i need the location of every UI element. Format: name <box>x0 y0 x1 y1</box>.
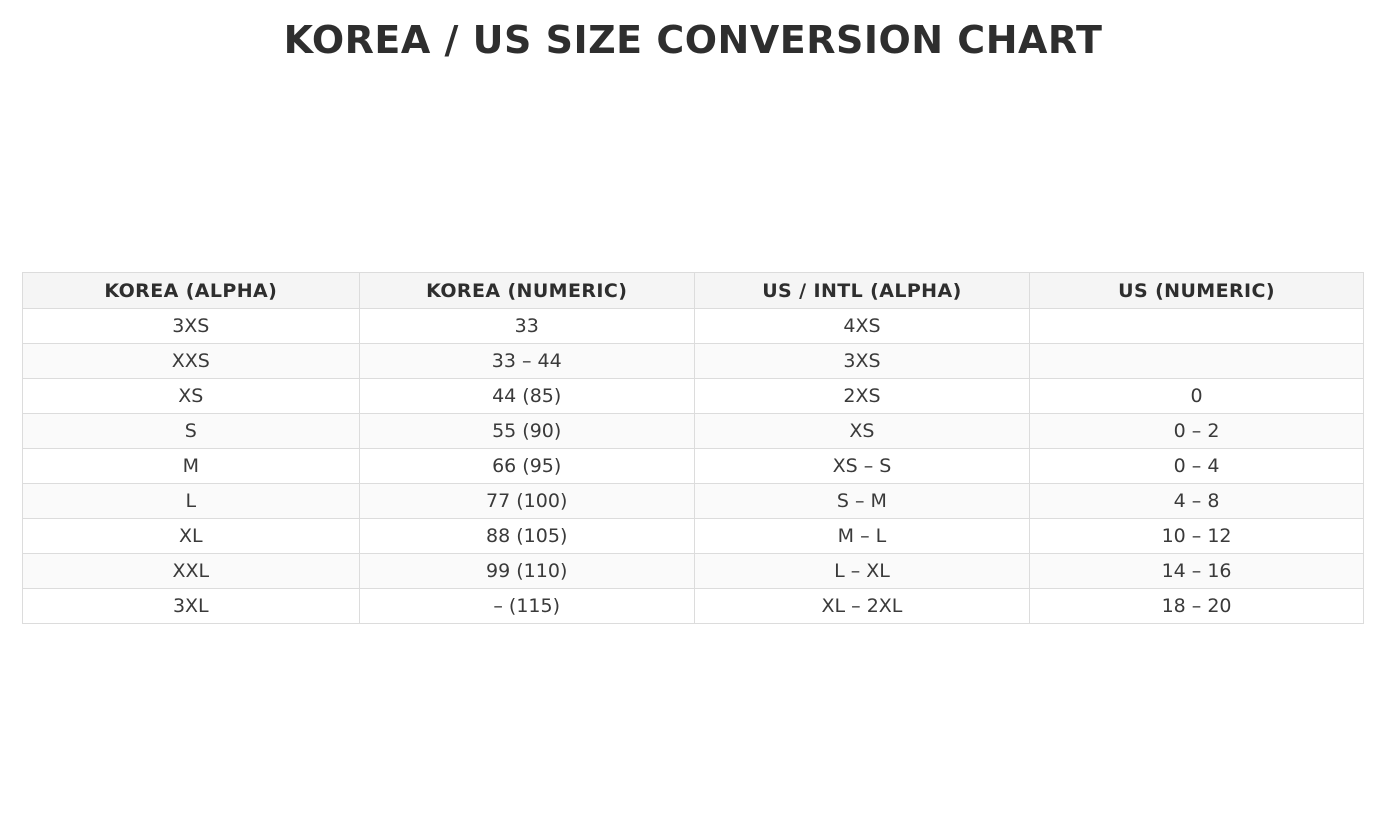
cell-korea-numeric: 66 (95) <box>359 449 694 484</box>
size-conversion-table <box>22 272 1364 624</box>
table-row <box>23 519 1364 554</box>
cell-us-intl-alpha: XS <box>694 414 1029 449</box>
cell-us-numeric: 18 – 20 <box>1030 589 1364 624</box>
cell-korea-alpha: M <box>23 449 360 484</box>
column-header-us-intl-alpha: US / INTL (ALPHA) <box>694 273 1029 309</box>
cell-us-numeric <box>1030 344 1364 379</box>
cell-korea-numeric: 77 (100) <box>359 484 694 519</box>
cell-us-intl-alpha: 3XS <box>694 344 1029 379</box>
table-row <box>23 309 1364 344</box>
table-row <box>23 484 1364 519</box>
cell-us-numeric: 4 – 8 <box>1030 484 1364 519</box>
cell-korea-numeric: 88 (105) <box>359 519 694 554</box>
cell-us-intl-alpha: S – M <box>694 484 1029 519</box>
column-header-korea-alpha: KOREA (ALPHA) <box>23 273 360 309</box>
cell-us-numeric <box>1030 309 1364 344</box>
cell-korea-numeric: 33 – 44 <box>359 344 694 379</box>
cell-us-numeric: 14 – 16 <box>1030 554 1364 589</box>
table-body <box>23 309 1364 624</box>
cell-korea-alpha: XL <box>23 519 360 554</box>
cell-korea-alpha: S <box>23 414 360 449</box>
cell-us-numeric: 10 – 12 <box>1030 519 1364 554</box>
table-row <box>23 414 1364 449</box>
cell-korea-numeric: 44 (85) <box>359 379 694 414</box>
cell-us-numeric: 0 – 4 <box>1030 449 1364 484</box>
table-header-row <box>23 273 1364 309</box>
cell-korea-alpha: 3XS <box>23 309 360 344</box>
cell-us-numeric: 0 <box>1030 379 1364 414</box>
table-row <box>23 449 1364 484</box>
cell-us-intl-alpha: XL – 2XL <box>694 589 1029 624</box>
table-row <box>23 379 1364 414</box>
cell-us-intl-alpha: M – L <box>694 519 1029 554</box>
cell-us-intl-alpha: XS – S <box>694 449 1029 484</box>
cell-us-intl-alpha: L – XL <box>694 554 1029 589</box>
cell-korea-numeric: 99 (110) <box>359 554 694 589</box>
cell-korea-numeric: – (115) <box>359 589 694 624</box>
size-conversion-table-wrapper <box>22 272 1364 624</box>
cell-us-numeric: 0 – 2 <box>1030 414 1364 449</box>
cell-korea-numeric: 55 (90) <box>359 414 694 449</box>
cell-us-intl-alpha: 2XS <box>694 379 1029 414</box>
cell-korea-alpha: XS <box>23 379 360 414</box>
column-header-us-numeric: US (NUMERIC) <box>1030 273 1364 309</box>
cell-korea-alpha: L <box>23 484 360 519</box>
table-header <box>23 273 1364 309</box>
table-row <box>23 554 1364 589</box>
cell-korea-numeric: 33 <box>359 309 694 344</box>
cell-us-intl-alpha: 4XS <box>694 309 1029 344</box>
column-header-korea-numeric: KOREA (NUMERIC) <box>359 273 694 309</box>
cell-korea-alpha: XXL <box>23 554 360 589</box>
table-row <box>23 589 1364 624</box>
table-row <box>23 344 1364 379</box>
cell-korea-alpha: 3XL <box>23 589 360 624</box>
page-title: KOREA / US SIZE CONVERSION CHART <box>283 18 1103 62</box>
cell-korea-alpha: XXS <box>23 344 360 379</box>
